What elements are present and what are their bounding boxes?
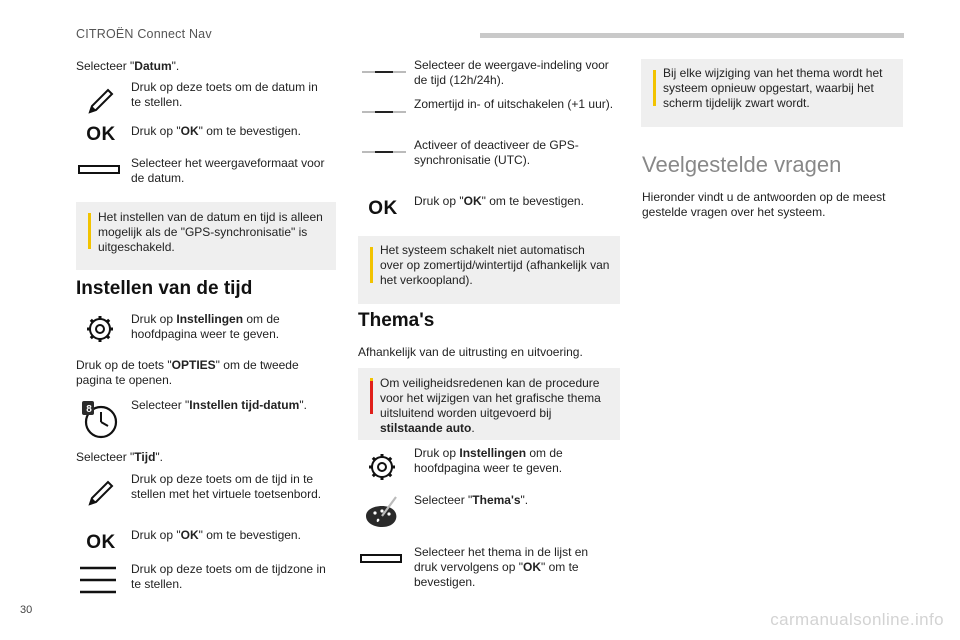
- format-box-icon: [359, 551, 403, 565]
- faq-intro-text: Hieronder vindt u de antwoorden op de meest gestelde vragen over het systeem.: [642, 190, 886, 219]
- heading-faq: Veelgestelde vragen: [642, 152, 842, 177]
- note-indicator-icon: [370, 247, 373, 283]
- display-layout-text: Selecteer de weergave-indeling voor de tijd (12h/24h).: [414, 58, 609, 87]
- warning-safety: [358, 368, 620, 440]
- header-rule: [480, 33, 904, 38]
- note-theme-restart: [641, 59, 903, 127]
- date-edit-text: Druk op deze toets om de datum in te stellen.: [131, 80, 318, 109]
- format-box-icon: [77, 162, 121, 176]
- select-time-text: Selecteer "Tijd".: [76, 450, 164, 464]
- pencil-icon: [84, 84, 118, 118]
- ok-icon: OK: [86, 531, 116, 553]
- gear-icon: [84, 313, 116, 345]
- date-ok-text: Druk op "OK" om te bevestigen.: [131, 124, 301, 138]
- dst-text: Zomertijd in- of uitschakelen (+1 uur).: [414, 97, 614, 111]
- options-text: Druk op de toets "OPTIES" om de tweede pagina te openen.: [76, 358, 299, 387]
- settings-press-text: Druk op Instellingen om de hoofdpagina weer te geven.: [414, 446, 563, 475]
- ok-icon: OK: [86, 123, 116, 145]
- set-time-date-text: Selecteer "Instellen tijd-datum".: [131, 398, 307, 412]
- note-dst-text: Het systeem schakelt niet automatisch over op zomertijd/wintertijd (afhankelijk van het verkoopland).: [380, 243, 610, 287]
- palette-icon: [362, 494, 402, 534]
- note-date-gps: [76, 202, 336, 270]
- ok-icon: OK: [368, 197, 398, 219]
- heading-themes: Thema's: [358, 310, 435, 331]
- slider-icon: [362, 111, 406, 113]
- time-ok-text: Druk op "OK" om te bevestigen.: [131, 528, 301, 542]
- menu-lines-icon: [80, 565, 116, 595]
- select-date-text: Selecteer "Datum".: [76, 59, 180, 73]
- note-indicator-icon: [88, 213, 91, 249]
- note-dst: [358, 236, 620, 304]
- gear-icon: [366, 451, 398, 483]
- equipment-text: Afhankelijk van de uitrusting en uitvoering.: [358, 345, 583, 359]
- slider-icon: [362, 151, 406, 153]
- clock-icon: [80, 398, 120, 440]
- select-themes-text: Selecteer "Thema's".: [414, 493, 529, 507]
- warning-indicator-icon: [370, 378, 373, 414]
- note-date-text: Het instellen van de datum en tijd is alleen mogelijk als de "GPS-synchronisatie" is uitgeschakeld.: [98, 210, 323, 254]
- clock-badge: 8: [86, 404, 92, 415]
- gps-sync-text: Activeer of deactiveer de GPS-synchronisatie (UTC).: [414, 138, 579, 167]
- note-theme-restart-text: Bij elke wijziging van het thema wordt het systeem opnieuw opgestart, waarbij het scherm tijdelijk zwart wordt.: [663, 66, 883, 110]
- settings-press-text: Druk op Instellingen om de hoofdpagina weer te geven.: [131, 312, 280, 341]
- heading-set-time: Instellen van de tijd: [76, 278, 253, 299]
- time-edit-text: Druk op deze toets om de tijd in te stellen met het virtuele toetsenbord.: [131, 472, 322, 501]
- slider-icon: [362, 71, 406, 73]
- page-number: 30: [20, 604, 33, 616]
- ok-confirm-text: Druk op "OK" om te bevestigen.: [414, 194, 584, 208]
- pencil-icon: [84, 476, 118, 510]
- document-header-title: CITROËN Connect Nav: [76, 27, 212, 41]
- note-indicator-icon: [653, 70, 656, 106]
- select-theme-list-text: Selecteer het thema in de lijst en druk vervolgens op "OK" om te bevestigen.: [414, 545, 589, 589]
- warning-safety-text: Om veiligheidsredenen kan de procedure voor het wijzigen van het grafische thema uitsluitend worden uitgevoerd bij stilstaande auto.: [380, 376, 601, 435]
- date-format-text: Selecteer het weergaveformaat voor de datum.: [131, 156, 325, 185]
- watermark: carmanualsonline.info: [770, 610, 944, 629]
- timezone-text: Druk op deze toets om de tijdzone in te stellen.: [131, 562, 326, 591]
